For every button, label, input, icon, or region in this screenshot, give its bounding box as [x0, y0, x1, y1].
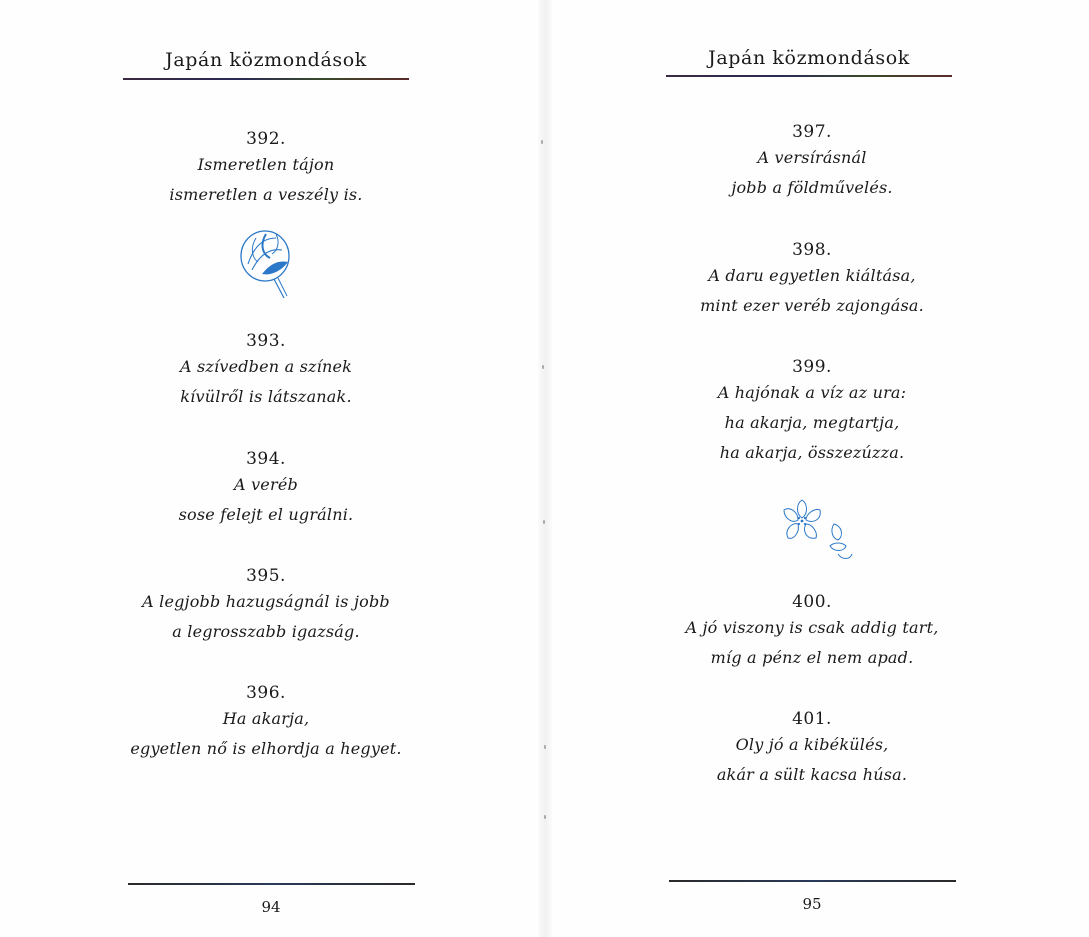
proverb-line: ha akarja, összezúzza. [719, 443, 905, 462]
proverb-number: 398. [792, 240, 832, 260]
proverb-398 [632, 239, 992, 321]
proverb-line: A veréb [234, 475, 298, 494]
proverb-number: 395. [246, 566, 286, 586]
proverb-393 [86, 330, 446, 412]
proverb-line: akár a sült kacsa húsa. [716, 765, 908, 784]
proverb-number: 393. [246, 331, 286, 351]
left-page [0, 0, 544, 937]
proverb-line: egyetlen nő is elhordja a hegyet. [130, 739, 402, 758]
proverb-line: jobb a földművelés. [731, 178, 893, 197]
proverb-392 [86, 128, 446, 210]
fan-icon [236, 224, 306, 306]
proverb-line: Oly jó a kibékülés, [735, 735, 889, 754]
proverb-line: Ismeretlen tájon [197, 155, 335, 174]
proverb-397 [632, 121, 992, 203]
right-page [544, 0, 1089, 937]
proverb-line: sose felejt el ugrálni. [178, 505, 354, 524]
proverb-number: 392. [246, 129, 286, 149]
proverb-395 [86, 565, 446, 647]
page-number: 95 [802, 895, 822, 913]
proverb-401 [632, 708, 992, 790]
proverb-number: 400. [792, 592, 832, 612]
proverb-line: kívülről is látszanak. [180, 387, 352, 406]
proverb-line: míg a pénz el nem apad. [710, 648, 914, 667]
proverb-line: ha akarja, megtartja, [724, 413, 900, 432]
proverb-400 [632, 591, 992, 673]
proverb-line: A hajónak a víz az ura: [717, 383, 907, 402]
cherry-blossom-icon [772, 494, 858, 570]
proverb-number: 401. [792, 709, 832, 729]
proverb-number: 394. [246, 449, 286, 469]
proverb-line: a legrosszabb igazság. [172, 622, 360, 641]
header-rule [666, 75, 952, 77]
proverb-line: A versírásnál [757, 148, 867, 167]
proverb-number: 397. [792, 122, 832, 142]
header-rule [123, 78, 409, 80]
page-number: 94 [261, 898, 281, 916]
proverb-399 [632, 356, 992, 468]
proverb-line: Ha akarja, [222, 709, 310, 728]
proverb-line: A daru egyetlen kiáltása, [708, 266, 916, 285]
proverb-line: A jó viszony is csak addig tart, [685, 618, 939, 637]
footer-rule [669, 880, 956, 882]
proverb-line: A szívedben a színek [179, 357, 353, 376]
footer-rule [128, 883, 415, 885]
proverb-line: ismeretlen a veszély is. [169, 185, 363, 204]
proverb-line: mint ezer veréb zajongása. [700, 296, 924, 315]
proverb-number: 396. [246, 683, 286, 703]
proverb-line: A legjobb hazugságnál is jobb [142, 592, 390, 611]
running-header: Japán közmondások [165, 49, 367, 71]
running-header: Japán közmondások [708, 47, 910, 69]
proverb-396 [86, 682, 446, 764]
proverb-394 [86, 448, 446, 530]
proverb-number: 399. [792, 357, 832, 377]
